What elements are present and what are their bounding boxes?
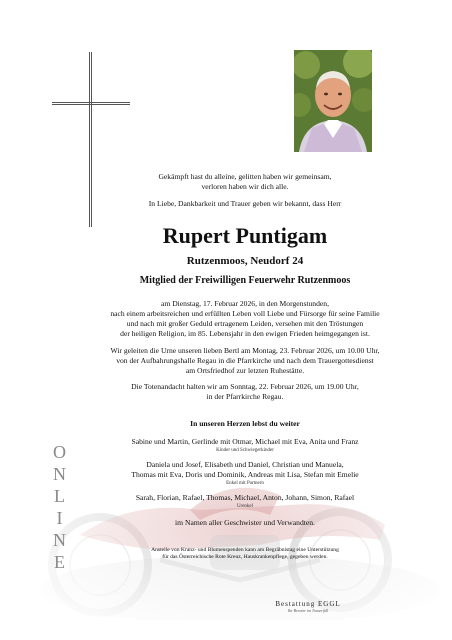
- deceased-place: Rutzenmoos, Neudorf 24: [186, 255, 304, 267]
- online-letter: N: [53, 464, 67, 484]
- mourners-closing: im Namen aller Geschwister und Verwandten.: [175, 518, 315, 527]
- mourners-relation-children: Kinder und Schwiegerkinder: [216, 448, 274, 453]
- online-letter: I: [56, 508, 64, 528]
- online-letter: E: [54, 552, 66, 572]
- online-letter: O: [53, 442, 67, 462]
- intro-line-2: verloren haben wir dich alle.: [201, 182, 289, 191]
- death-notice-line: und nach mit großer Geduld ertragenem Leiden, versehen mit den Tröstungen: [126, 319, 364, 328]
- deceased-association: Mitglied der Freiwilligen Feuerwehr Rutzenmoos: [139, 275, 351, 286]
- death-notice-line: nach einem arbeitsreichen und erfüllten Leben voll Liebe und Fürsorge für seine Familie: [110, 309, 380, 318]
- intro-line-3: In Liebe, Dankbarkeit und Trauer geben wir bekannt, dass Herr: [148, 199, 342, 208]
- prayer-line: in der Pfarrkirche Regau.: [206, 392, 284, 401]
- online-side-label: [50, 441, 70, 573]
- farewell-line: Wir geleiten die Urne unseren lieben Bertl am Montag, 23. Februar 2026, um 10.00 Uhr,: [110, 346, 380, 355]
- logo-sub-text: Ihr Berater im Trauerfall: [287, 608, 329, 613]
- deceased-block: [60, 223, 430, 287]
- farewell-line: am Ortsfriedhof zur letzten Ruhestätte.: [185, 366, 305, 375]
- online-letter: N: [53, 530, 67, 550]
- deceased-name: Rupert Puntigam: [162, 223, 328, 248]
- mourners-group-great-grandchildren: Sarah, Florian, Rafael, Thomas, Michael, Anton, Johann, Simon, Rafael: [135, 493, 355, 502]
- mourners-section: [60, 419, 430, 528]
- logo-main-text: Bestattung EGGL: [275, 600, 341, 608]
- farewell-line: von der Aufbahrungshalle Regau in die Pfarrkirche und nach dem Trauergottesdienst: [116, 356, 374, 365]
- mourners-relation-grandchildren: Enkel mit Partnern: [226, 481, 264, 486]
- donation-line: Anstelle von Kranz- und Blumenspenden kann am Begräbnistag eine Unterstützung: [151, 547, 339, 553]
- donation-section: [60, 547, 430, 561]
- prayer-section: [60, 382, 430, 402]
- mourners-relation-great-grandchildren: Urenkel: [236, 504, 254, 509]
- mourners-group-children: Sabine und Martin, Gerlinde mit Otmar, Michael mit Eva, Anita und Franz: [131, 437, 359, 446]
- portrait-photo: [294, 50, 372, 152]
- mourners-group-grandchildren: Daniela und Josef, Elisabeth und Daniel, Christian und Manuela,: [146, 460, 344, 469]
- mourners-heading: In unseren Herzen lebst du weiter: [190, 419, 300, 428]
- prayer-line: Die Totenandacht halten wir am Sonntag, 22. Februar 2026, um 19.00 Uhr,: [131, 382, 359, 391]
- donation-line: für das Österreichische Rote Kreuz, Hauskrankenpflege, gegeben werden.: [162, 554, 328, 560]
- mourners-group-grandchildren: Thomas mit Eva, Doris und Dominik, Andreas mit Lisa, Stefan mit Emelie: [131, 470, 359, 479]
- cross-horizontal-bar: [52, 102, 130, 105]
- intro-section: [60, 172, 430, 209]
- funeral-home-logo: [268, 600, 348, 613]
- death-notice-section: [60, 299, 430, 339]
- online-letter: L: [54, 486, 66, 506]
- intro-line-1: Gekämpft hast du alleine, gelitten haben wir gemeinsam,: [158, 172, 332, 181]
- death-notice-line: am Dienstag, 17. Februar 2026, in den Morgenstunden,: [161, 299, 329, 308]
- farewell-section: [60, 346, 430, 376]
- death-notice-line: der heiligen Religion, im 85. Lebensjahr in den ewigen Frieden heimgegangen ist.: [120, 329, 370, 338]
